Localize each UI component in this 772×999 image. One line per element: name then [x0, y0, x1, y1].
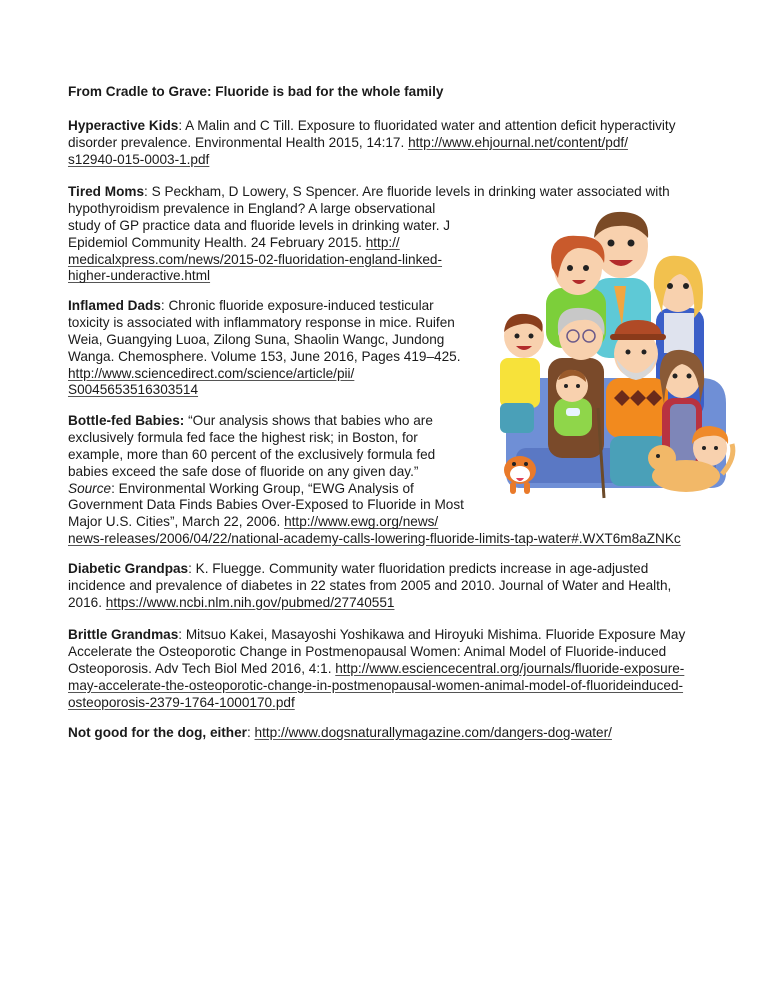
section-heading: Bottle-fed Babies:	[68, 413, 185, 428]
citation-link[interactable]: s12940-015-0003-1.pdf	[68, 151, 210, 167]
section-text: Epidemiol Community Health. 24 February 2015.	[68, 234, 366, 250]
baby-figure-icon	[554, 370, 592, 436]
citation-link[interactable]: medicalxpress.com/news/2015-02-fluoridation-england-linked-	[68, 251, 443, 267]
citation-link[interactable]: http://www.esciencecentral.org/journals/fluoride-exposure-	[335, 660, 685, 676]
section-text: : A Malin and C Till. Exposure to fluoridated water and attention deficit hyperactivity	[178, 118, 676, 133]
citation-link[interactable]: http://www.sciencedirect.com/science/article/pii/	[68, 365, 355, 381]
section-text: :	[246, 725, 255, 740]
section-text: Wanga. Chemosphere. Volume 153, June 2016, Pages 419–425.	[68, 348, 461, 364]
section-diabetic-grandpas	[68, 561, 671, 612]
citation-link[interactable]: https://www.ncbi.nlm.nih.gov/pubmed/27740551	[105, 594, 395, 610]
section-heading: Inflamed Dads	[68, 298, 161, 313]
section-text: : Chronic fluoride exposure-induced testicular	[160, 298, 434, 313]
section-brittle-grandmas	[68, 627, 685, 711]
section-text: Osteoporosis. Adv Tech Biol Med 2016, 4:1.	[68, 660, 336, 676]
section-heading: Hyperactive Kids	[68, 118, 179, 133]
section-text: : S Peckham, D Lowery, S Spencer. Are fluoride levels in drinking water associated with	[144, 184, 670, 199]
section-text: 2016.	[68, 594, 106, 610]
citation-link[interactable]: http://www.dogsnaturallymagazine.com/dangers-dog-water/	[254, 725, 612, 740]
section-text: Major U.S. Cities”, March 22, 2006.	[68, 514, 285, 530]
citation-link[interactable]: http://	[365, 234, 400, 250]
section-text: Weia, Guangying Luoa, Zilong Suna, Shaolin Wangc, Jundong	[68, 331, 445, 347]
puppy-icon	[504, 456, 536, 494]
section-text: Accelerate the Osteoporotic Change in Postmenopausal Women: Animal Model of Fluoride-induced	[68, 643, 667, 659]
section-text: disorder prevalence. Environmental Health 2015, 14:17.	[68, 134, 409, 150]
section-text: hypothyroidism prevalence in England? A large observational	[68, 200, 436, 216]
section-text: incidence and prevalence of diabetes in 22 states from 2005 and 2010. Journal of Water and Health,	[68, 577, 672, 593]
section-text: : Mitsuo Kakei, Masayoshi Yoshikawa and Hiroyuki Mishima. Fluoride Exposure May	[178, 627, 686, 642]
family-illustration	[486, 208, 746, 508]
section-text: exclusively formula fed face the highest risk; in Boston, for	[68, 429, 418, 445]
section-text: example, more than 60 percent of the exclusively formula fed	[68, 446, 436, 462]
citation-link[interactable]: http://www.ehjournal.net/content/pdf/	[408, 134, 628, 150]
citation-link[interactable]: S0045653516303514	[68, 382, 199, 398]
citation-link[interactable]: news-releases/2006/04/22/national-academy-calls-lowering-fluoride-limits-tap-water#.WXT6m8aZNKc	[68, 531, 681, 547]
citation-link[interactable]: higher-underactive.html	[68, 268, 211, 284]
section-inflamed-dads	[68, 298, 460, 399]
citation-link[interactable]: osteoporosis-2379-1764-1000170.pdf	[68, 694, 295, 710]
document-title: From Cradle to Grave: Fluoride is bad for the whole family	[68, 84, 444, 99]
citation-link[interactable]: http://www.ewg.org/news/	[284, 514, 439, 530]
section-text: “Our analysis shows that babies who are	[184, 413, 433, 428]
section-heading: Brittle Grandmas	[68, 627, 179, 642]
source-label: Source	[68, 480, 112, 496]
section-hyperactive-kids	[68, 118, 676, 169]
section-text: study of GP practice data and fluoride levels in drinking water. J	[68, 217, 451, 233]
section-text: toxicity is associated with inflammatory response in mice. Ruifen	[68, 314, 455, 330]
citation-link[interactable]: may-accelerate-the-osteoporotic-change-in-postmenopausal-women-animal-model-of-fluorideinduced-	[68, 677, 684, 693]
section-heading: Diabetic Grandpas	[68, 561, 189, 576]
section-text: : K. Fluegge. Community water fluoridation predicts increase in age-adjusted	[188, 561, 649, 576]
section-text: babies exceed the safe dose of fluoride on any given day.”	[68, 463, 419, 479]
section-text: : Environmental Working Group, “EWG Analysis of	[111, 480, 414, 496]
section-heading: Tired Moms	[68, 184, 145, 199]
section-dog	[68, 725, 612, 742]
section-heading: Not good for the dog, either	[68, 725, 247, 740]
section-text: Government Data Finds Babies Over-Exposed to Fluoride in Most	[68, 497, 464, 513]
